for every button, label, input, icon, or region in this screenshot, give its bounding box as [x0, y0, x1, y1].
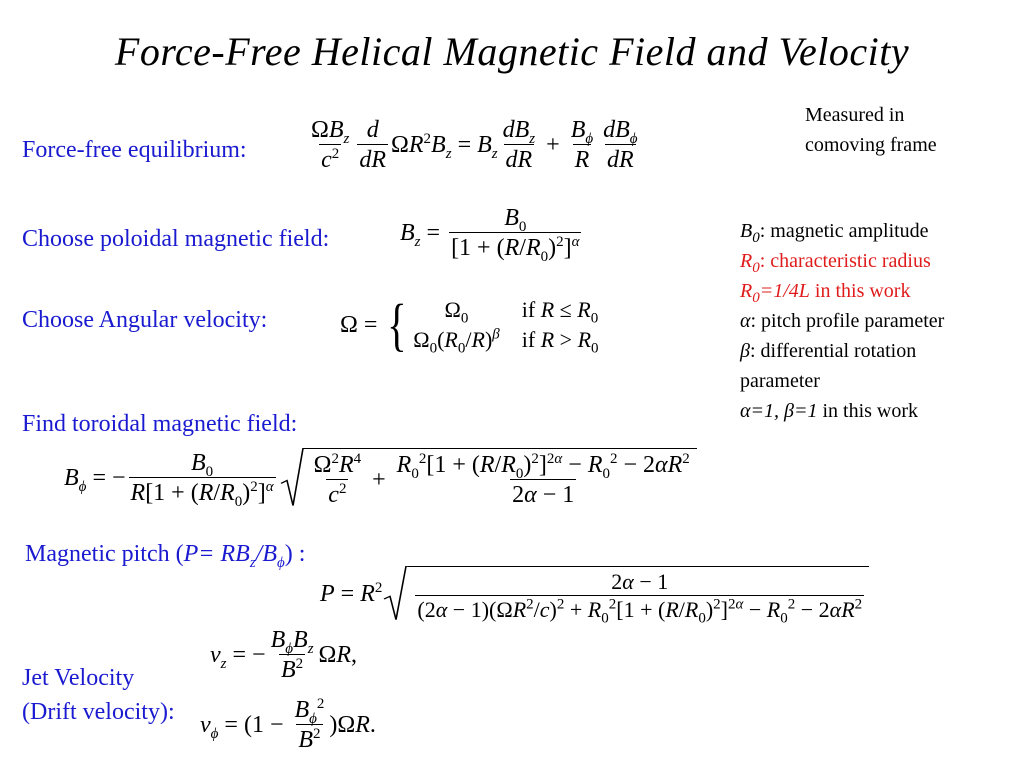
beta-definition: β: differential rotation [740, 340, 917, 362]
force-free-equation: $\frac{\Omega B_z}{c^2}$ $\frac{d}{dR}$ $\Omega R^2B_z = B_z$ $\frac{dB_z}{dR}$ + $\frac{B_\phi}{R}$ $\frac{dB_\phi}{dR}$ [311, 117, 638, 173]
beta-definition-cont: parameter [740, 370, 820, 392]
angular-velocity-label: Choose Angular velocity: [22, 307, 268, 333]
alpha-beta-values: α=1, β=1 in this work [740, 400, 919, 422]
toroidal-label: Find toroidal magnetic field: [22, 411, 298, 437]
angular-velocity-equation: Ω = { $\Omega_0$ if $R \le R_0$ $\Omega_0(R_0/R)^\beta$ if $R > R_0$ [340, 292, 599, 357]
frame-note-line2: comoving frame [805, 134, 937, 156]
alpha-definition: α: pitch profile parameter [740, 310, 945, 332]
slide-title: Force-Free Helical Magnetic Field and Velocity [114, 29, 910, 74]
parameter-legend [740, 216, 944, 426]
jet-velocity-label [22, 661, 175, 729]
comoving-frame-note [805, 100, 937, 160]
jet-velocity-line1: Jet Velocity [22, 665, 135, 691]
frame-note-line1: Measured in [805, 104, 905, 126]
jet-velocity-line2: (Drift velocity): [22, 699, 175, 725]
r0-value: $R_0=1/4L$ in this work [740, 280, 911, 306]
magnetic-pitch-label: Magnetic pitch $(P= RB_z/B_\phi)$ : [25, 541, 306, 571]
magnetic-pitch-equation: $P = R^2$ $\frac{2\alpha - 1}{(2\alpha - 1)(\Omega R^2/c)^2 + R_0^2[1 + (R/R_0)^2]^{2\alpha} - R_0^2 - 2\alpha R^2}$ [320, 566, 869, 621]
toroidal-equation: $B_\phi$ = − $\frac{B_0}{R[1 + (R/R_0)^2]^\alpha}$ $\frac{\Omega^2R^4}{c^2}$ + $\frac{R_0^2[1 + (R/R_0)^2]^{2\alpha} - R_0^2 - 2\alpha R^2}{2\alpha - 1}$ [64, 448, 697, 507]
force-free-label: Force-free equilibrium: [22, 137, 247, 163]
b0-definition: $B_0$: magnetic amplitude [740, 220, 929, 246]
r0-definition: $R_0$: characteristic radius [740, 250, 931, 276]
vphi-equation: $v_\phi = (1$ − $\frac{B_\phi^2}{B^2}$ )ΩR. [200, 696, 376, 753]
vz-equation: $v_z$ = − $\frac{B_\phi B_z}{B^2}$ ΩR, [210, 627, 358, 683]
poloidal-label: Choose poloidal magnetic field: [22, 226, 330, 252]
poloidal-equation: $B_z$ = $\frac{B_0}{[1 + (R/R_0)^2]^\alpha}$ [400, 205, 580, 265]
